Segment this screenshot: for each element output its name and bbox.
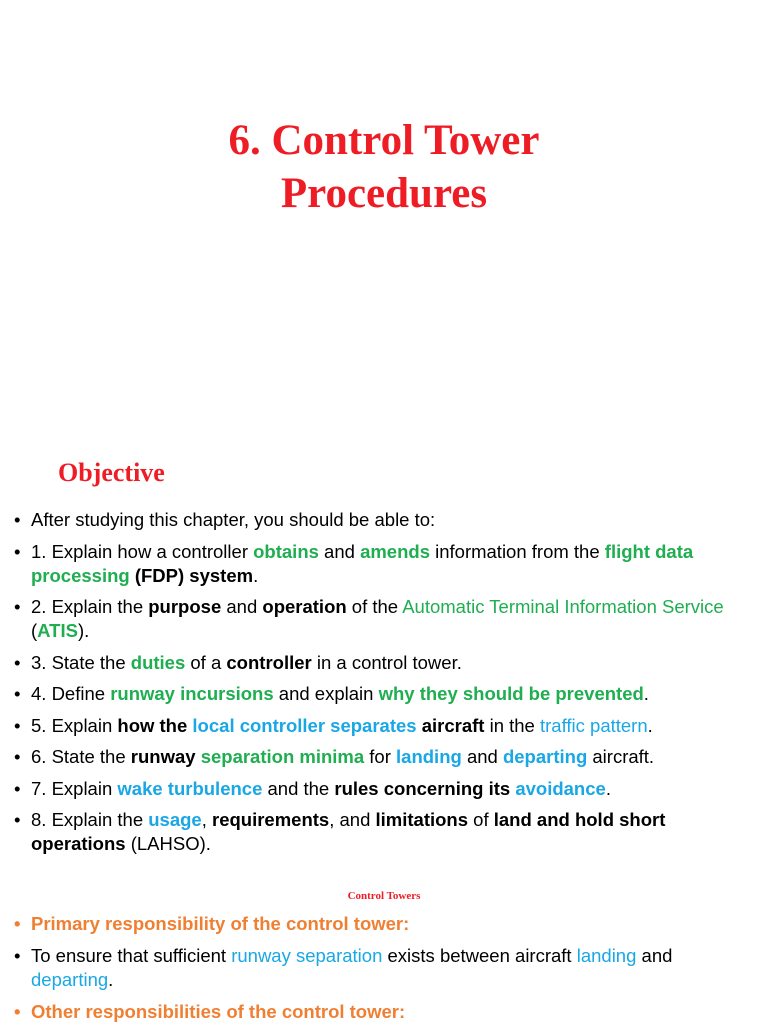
objective-item bbox=[0, 714, 768, 738]
bullet-icon: • bbox=[14, 651, 21, 673]
text-run: 8. Explain the bbox=[31, 809, 149, 830]
bullet-icon: • bbox=[14, 683, 21, 704]
text-run: 5. Explain bbox=[31, 714, 118, 736]
text-run: landing bbox=[396, 746, 462, 767]
text-run: obtains bbox=[253, 540, 319, 562]
text-run: local controller separates bbox=[192, 714, 417, 736]
text-run: why they should be prevented bbox=[378, 683, 644, 704]
objective-item bbox=[0, 540, 768, 588]
text-run: information from the bbox=[429, 540, 605, 562]
text-run: in a control tower. bbox=[311, 651, 462, 673]
objective-item bbox=[0, 808, 768, 856]
text-run: runway incursions bbox=[110, 683, 274, 704]
text-run: (FDP) system bbox=[134, 564, 254, 586]
text-run: . bbox=[643, 683, 649, 704]
bullet-icon: • bbox=[14, 714, 21, 736]
page-title-line-1: 6. Control Tower bbox=[228, 117, 540, 164]
text-run: how the bbox=[117, 714, 193, 736]
control-towers-subheading: Control Towers bbox=[347, 890, 421, 902]
text-run: Primary responsibility of the control tower: bbox=[31, 913, 410, 934]
objective-item bbox=[0, 682, 768, 706]
text-run: separation minima bbox=[200, 746, 365, 767]
text-run: departing bbox=[502, 746, 588, 767]
text-run: 3. State the bbox=[31, 651, 131, 673]
objectives-list bbox=[0, 508, 768, 864]
page-title bbox=[0, 114, 768, 220]
bullet-icon: • bbox=[14, 777, 21, 799]
text-run: . bbox=[253, 564, 259, 586]
text-run: duties bbox=[130, 651, 186, 673]
text-run: 1. Explain how a controller bbox=[31, 540, 254, 562]
text-run: and the bbox=[262, 777, 335, 799]
text-run: wake turbulence bbox=[117, 777, 263, 799]
text-run: ATIS bbox=[37, 620, 78, 641]
text-run: avoidance bbox=[515, 777, 606, 799]
bullet-icon: • bbox=[14, 596, 21, 617]
objective-item bbox=[0, 651, 768, 675]
text-run: controller bbox=[226, 651, 312, 673]
objective-heading: Objective bbox=[58, 458, 165, 487]
text-run: and bbox=[221, 596, 263, 617]
text-run: 6. State the bbox=[31, 746, 131, 767]
text-run: ( bbox=[31, 620, 38, 641]
text-run: 7. Explain bbox=[31, 777, 118, 799]
text-run: requirements bbox=[212, 809, 330, 830]
objective-item bbox=[0, 745, 768, 769]
bullet-icon: • bbox=[14, 809, 21, 830]
control-tower-item bbox=[0, 944, 768, 992]
text-run: 2. Explain the bbox=[31, 596, 149, 617]
text-run: runway separation bbox=[231, 945, 383, 966]
text-run: for bbox=[364, 746, 397, 767]
text-run: To ensure that sufficient bbox=[31, 945, 232, 966]
text-run: and bbox=[461, 746, 503, 767]
text-run: in the bbox=[484, 714, 540, 736]
text-run: . bbox=[647, 714, 653, 736]
text-run: aircraft. bbox=[587, 746, 655, 767]
text-run: Other responsibilities of the control tower: bbox=[31, 1001, 406, 1022]
control-tower-item bbox=[0, 1000, 768, 1024]
text-run: landing bbox=[576, 945, 637, 966]
bullet-icon: • bbox=[14, 540, 21, 562]
text-run: rules concerning its bbox=[334, 777, 511, 799]
text-run: aircraft bbox=[421, 714, 485, 736]
text-run: After studying this chapter, you should be able to: bbox=[31, 509, 436, 530]
control-tower-item bbox=[0, 912, 768, 936]
text-run: amends bbox=[360, 540, 430, 562]
text-run: Automatic Terminal Information Service bbox=[402, 596, 724, 617]
text-run: and bbox=[636, 945, 673, 966]
objective-item bbox=[0, 595, 768, 643]
bullet-icon: • bbox=[14, 746, 21, 767]
objective-item bbox=[0, 508, 768, 532]
text-run: operation bbox=[262, 596, 347, 617]
text-run: . bbox=[108, 969, 114, 990]
bullet-icon: • bbox=[14, 945, 21, 966]
control-tower-list bbox=[0, 912, 768, 1032]
text-run: of the bbox=[346, 596, 403, 617]
text-run: limitations bbox=[375, 809, 469, 830]
text-run: exists between aircraft bbox=[382, 945, 577, 966]
text-run: , bbox=[201, 809, 212, 830]
text-run: traffic pattern bbox=[540, 714, 648, 736]
text-run: departing bbox=[31, 969, 109, 990]
bullet-icon: • bbox=[14, 509, 21, 530]
text-run: and explain bbox=[273, 683, 379, 704]
text-run: purpose bbox=[148, 596, 222, 617]
text-run: 4. Define bbox=[31, 683, 111, 704]
text-run: of a bbox=[185, 651, 227, 673]
bullet-icon: • bbox=[14, 913, 21, 934]
text-run: and bbox=[318, 540, 361, 562]
text-run: (LAHSO). bbox=[125, 833, 211, 854]
text-run: , and bbox=[329, 809, 376, 830]
text-run: . bbox=[605, 777, 611, 799]
text-run: ). bbox=[77, 620, 90, 641]
text-run: flight data processing bbox=[31, 540, 694, 586]
text-run: of bbox=[468, 809, 494, 830]
text-run: runway bbox=[130, 746, 196, 767]
page-title-line-2: Procedures bbox=[280, 170, 488, 217]
text-run: land and hold short operations bbox=[31, 809, 666, 854]
bullet-icon: • bbox=[14, 1001, 21, 1022]
objective-item bbox=[0, 777, 768, 801]
text-run: usage bbox=[148, 809, 202, 830]
